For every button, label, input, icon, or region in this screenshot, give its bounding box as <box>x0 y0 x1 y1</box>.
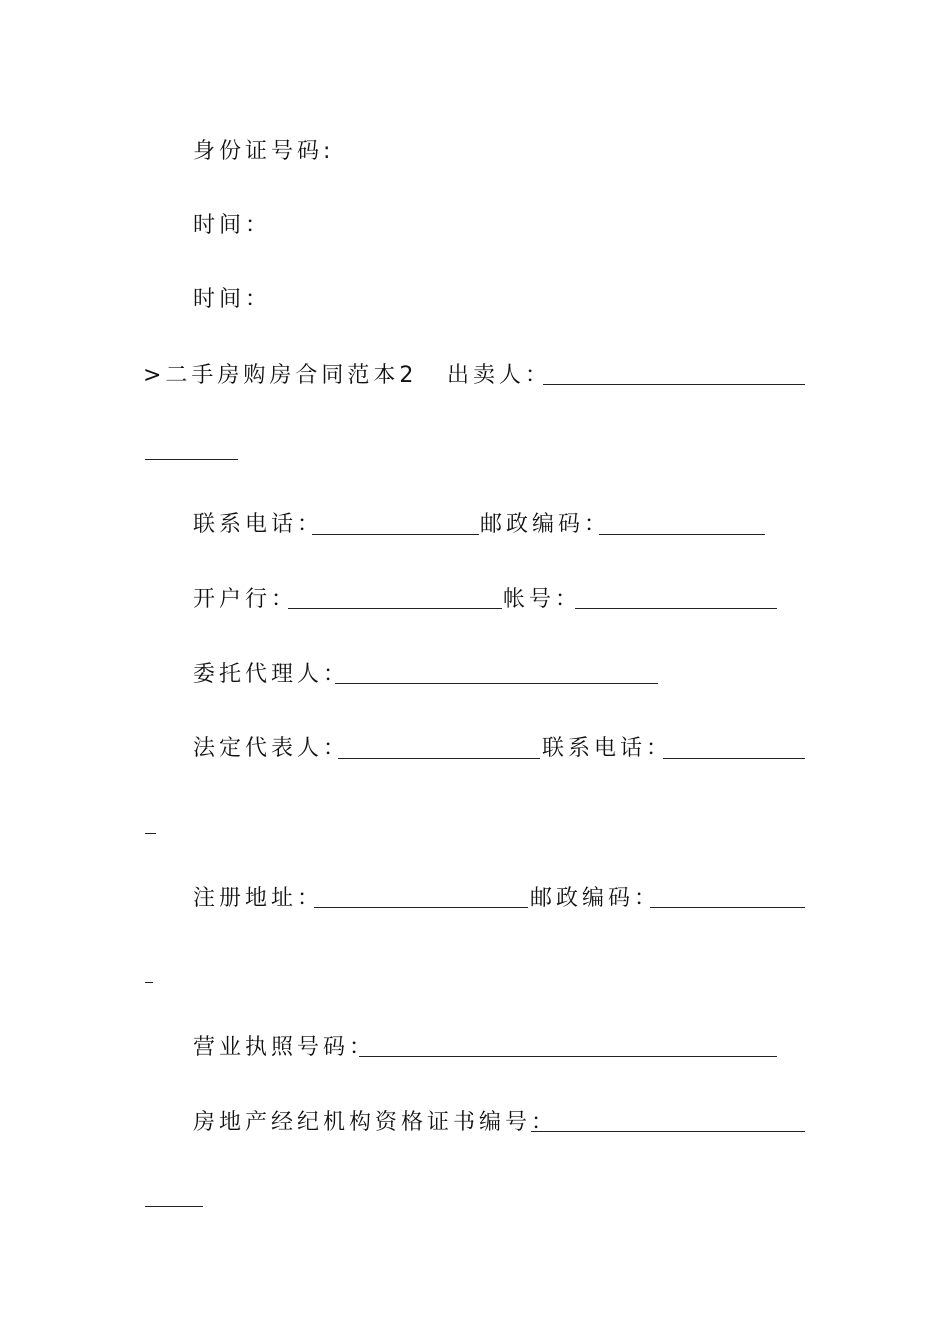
broker-cert-blank[interactable] <box>531 1131 805 1132</box>
postal-code-label-2: 邮政编码： <box>530 886 661 911</box>
bank-blank[interactable] <box>288 608 502 609</box>
seller-blank[interactable] <box>543 384 805 385</box>
broker-cert-label: 房地产经纪机构资格证书编号： <box>193 1110 558 1135</box>
time-label-1: 时间： <box>193 213 272 238</box>
contact-phone-blank[interactable] <box>312 534 479 535</box>
legal-rep-blank[interactable] <box>338 758 540 759</box>
registered-address-label: 注册地址： <box>193 886 324 911</box>
contact-phone-label-2: 联系电话： <box>542 736 673 761</box>
business-license-blank[interactable] <box>359 1056 777 1057</box>
id-number-label: 身份证号码: <box>193 139 335 164</box>
contact-phone-blank-2[interactable] <box>663 758 805 759</box>
seller-label: 出卖人： <box>447 363 552 388</box>
time-label-2: 时间： <box>193 287 272 312</box>
business-license-label: 营业执照号码： <box>193 1035 376 1060</box>
bank-label: 开户行： <box>193 587 298 612</box>
broker-cert-blank-continued[interactable] <box>145 1206 203 1207</box>
contact-phone-label: 联系电话： <box>193 512 324 537</box>
postal-code-blank-2-continued[interactable] <box>145 982 153 983</box>
postal-code-blank[interactable] <box>599 534 765 535</box>
section-heading: >二手房购房合同范本2 <box>143 363 418 388</box>
contact-phone-blank-2-continued[interactable] <box>145 833 156 834</box>
registered-address-blank[interactable] <box>314 907 528 908</box>
agent-label: 委托代理人： <box>193 662 350 687</box>
postal-code-label: 邮政编码： <box>480 512 611 537</box>
account-label: 帐号： <box>503 587 582 612</box>
agent-blank[interactable] <box>335 683 658 684</box>
legal-rep-label: 法定代表人： <box>193 736 350 761</box>
seller-blank-continued[interactable] <box>145 459 238 460</box>
postal-code-blank-2[interactable] <box>650 907 805 908</box>
account-blank[interactable] <box>575 608 777 609</box>
